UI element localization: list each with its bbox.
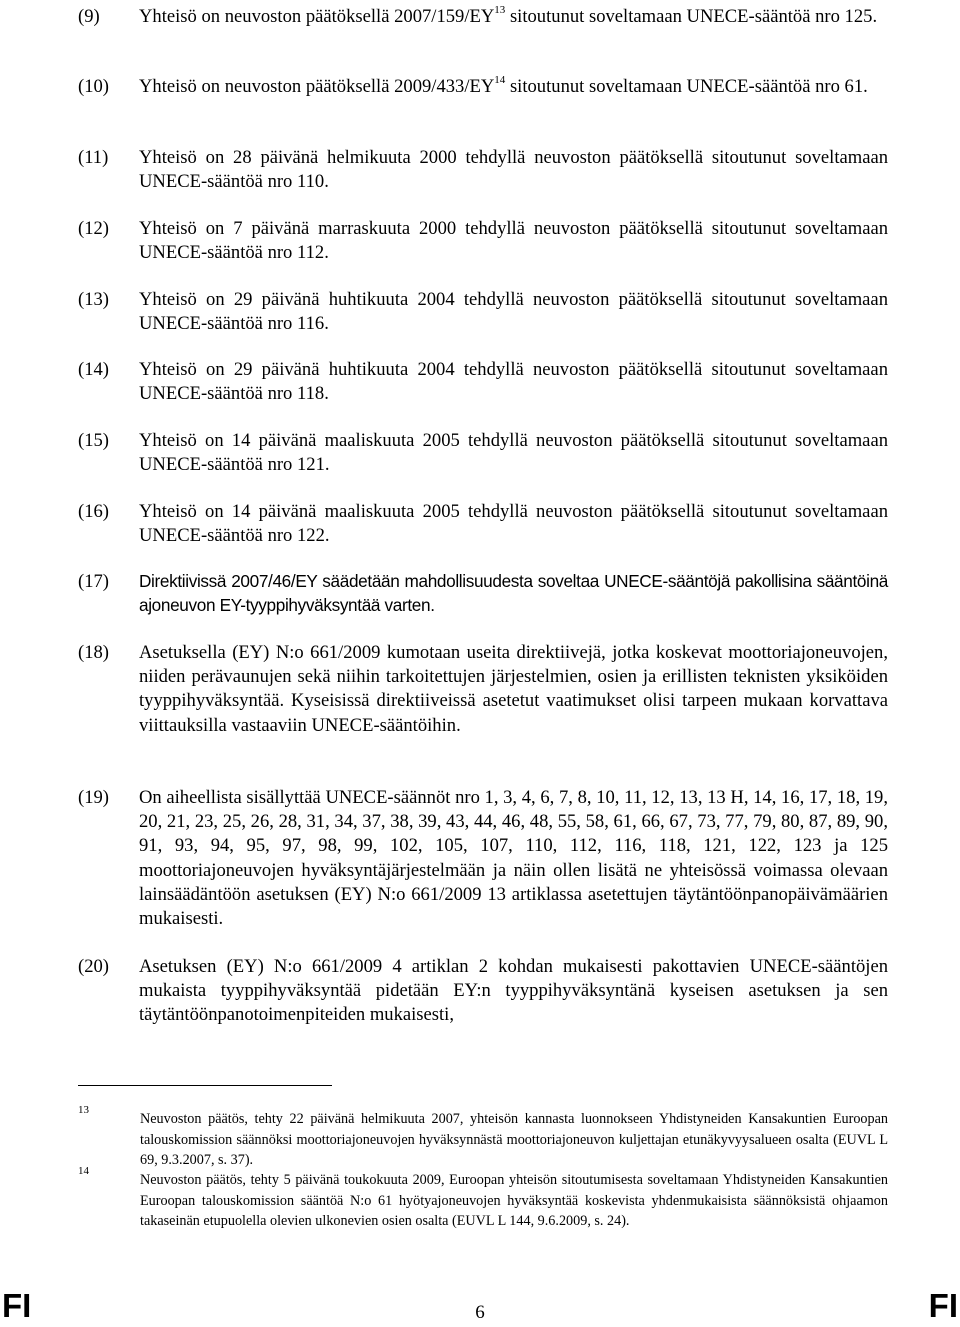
recital-15 — [78, 429, 888, 476]
footer-language-right: FI — [928, 1287, 958, 1324]
recital-9 — [78, 5, 888, 29]
recital-10 — [78, 75, 888, 99]
footnote-ref[interactable]: 14 — [494, 73, 506, 86]
recital-text: Yhteisö on neuvoston päätöksellä 2009/433/EY$^{14}$ sitoutunut soveltamaan UNECE-sääntöä nro 61. — [139, 73, 868, 97]
recital-text: Asetuksen (EY) N:o 661/2009 4 artiklan 2 kohdan mukaisesti pakottavien UNECE-sääntöjen mukaista tyyppihyväksyntää pidetään EY:n tyyppihyväksyntänä kyseisen asetuksen ja sen täytäntöönpanotoimenpiteiden mukaisesti, — [139, 956, 888, 1026]
recital-text: Yhteisö on neuvoston päätöksellä 2007/159/EY$^{13}$ sitoutunut soveltamaan UNECE-sääntöä nro 125. — [139, 3, 878, 27]
recital-text: On aiheellista sisällyttää UNECE-säännöt nro 1, 3, 4, 6, 7, 8, 10, 11, 12, 13, 13 H, 14, 16, 17, 18, 19, 20, 21, 23, 25, 26, 28, 31, 34, 37, 38, 39, 43, 44, 46, 48, 55, 58, 61, 66, 67, 73, 77, 79, 80, 87, 89, 90, 91, 93, 94, 95, 97, 98, 99, 102, 105, 107, 110, 112, 116, 118, 121, 122, 123 ja 125 moottoriajoneuvojen hyväksyntäjärjestelmään ja näin ollen lisätä ne yhteisössä voimassa olevaan lainsäädäntöön asetuksen (EY) N:o 661/2009 13 artiklassa asetettujen täytäntöönpanopäivämäärien mukaisesti. — [139, 787, 888, 930]
recital-number: (19) — [78, 787, 109, 808]
recital-number: (16) — [78, 501, 109, 522]
recital-number: (15) — [78, 430, 109, 451]
page-number: 6 — [475, 1302, 485, 1323]
footnote-14 — [78, 1165, 888, 1232]
recital-number: (11) — [78, 147, 109, 168]
recital-16 — [78, 500, 888, 547]
recital-number: (18) — [78, 642, 109, 663]
recital-20 — [78, 955, 888, 1028]
recital-text: Yhteisö on 29 päivänä huhtikuuta 2004 tehdyllä neuvoston päätöksellä sitoutunut soveltamaan UNECE-sääntöä nro 118. — [139, 359, 888, 404]
recital-number: (20) — [78, 956, 109, 977]
recital-number: (17) — [78, 571, 109, 592]
footnote-13 — [78, 1104, 888, 1171]
recital-text: Yhteisö on 14 päivänä maaliskuuta 2005 tehdyllä neuvoston päätöksellä sitoutunut soveltamaan UNECE-sääntöä nro 121. — [139, 430, 888, 475]
recital-14 — [78, 358, 888, 405]
recital-text: Yhteisö on 28 päivänä helmikuuta 2000 tehdyllä neuvoston päätöksellä sitoutunut soveltamaan UNECE-sääntöä nro 110. — [139, 147, 888, 192]
recital-text: Direktiivissä 2007/46/EY säädetään mahdollisuudesta soveltaa UNECE-sääntöjä pakollisina sääntöinä ajoneuvon EY-tyyppihyväksyntää varten. — [139, 571, 888, 615]
recital-text: Asetuksella (EY) N:o 661/2009 kumotaan useita direktiivejä, jotka koskevat moottoriajoneuvojen, niiden perävaunujen sekä niihin tarkoitettujen järjestelmien, osien ja erillisten teknisten yksiköiden tyyppihyväksyntää. Kyseisissä direktiiveissä asetetut vaatimukset olisi tarpeen mukaan korvattava viittauksilla vastaaviin UNECE-sääntöihin. — [139, 642, 888, 736]
recital-text: Yhteisö on 14 päivänä maaliskuuta 2005 tehdyllä neuvoston päätöksellä sitoutunut soveltamaan UNECE-sääntöä nro 122. — [139, 501, 888, 546]
recital-text: Yhteisö on 29 päivänä huhtikuuta 2004 tehdyllä neuvoston päätöksellä sitoutunut soveltamaan UNECE-sääntöä nro 116. — [139, 289, 888, 334]
footnote-text: Neuvoston päätös, tehty 22 päivänä helmikuuta 2007, yhteisön kannasta luonnokseen Yhdistyneiden Kansakuntien Euroopan talouskomission säännöksi moottoriajoneuvojen hyväksynnästä moottoriajoneuvon kuljettajan etunäkyvyysalueen osalta (EUVL L 69, 9.3.2007, s. 37). — [140, 1111, 888, 1168]
recital-13 — [78, 288, 888, 335]
recital-19 — [78, 786, 888, 931]
recital-text: Yhteisö on 7 päivänä marraskuuta 2000 tehdyllä neuvoston päätöksellä sitoutunut soveltamaan UNECE-sääntöä nro 112. — [139, 218, 888, 263]
recital-17 — [78, 570, 888, 617]
recital-number: (9) — [78, 6, 100, 27]
recital-number: (12) — [78, 218, 109, 239]
recital-18 — [78, 641, 888, 738]
footnote-separator — [78, 1085, 332, 1086]
footnote-text: Neuvoston päätös, tehty 5 päivänä toukokuuta 2009, Euroopan yhteisön sitoutumisesta soveltamaan Yhdistyneiden Kansakuntien Euroopan talouskomission sääntöä N:o 61 hyötyajoneuvojen hyväksyntää koskevista yhdenmukaisista säännöksistä ohjaamon takaseinän etupuolella olevien ulkonevien osien osalta (EUVL L 144, 9.6.2009, s. 24). — [140, 1172, 888, 1229]
recital-number: (13) — [78, 289, 109, 310]
recital-11 — [78, 146, 888, 193]
recital-number: (10) — [78, 76, 109, 97]
footnote-ref[interactable]: 13 — [494, 3, 506, 16]
footnote-number: 14 — [78, 1165, 89, 1177]
recital-12 — [78, 217, 888, 264]
recital-number: (14) — [78, 359, 109, 380]
footer-language-left: FI — [2, 1287, 32, 1324]
footnote-number: 13 — [78, 1104, 89, 1116]
